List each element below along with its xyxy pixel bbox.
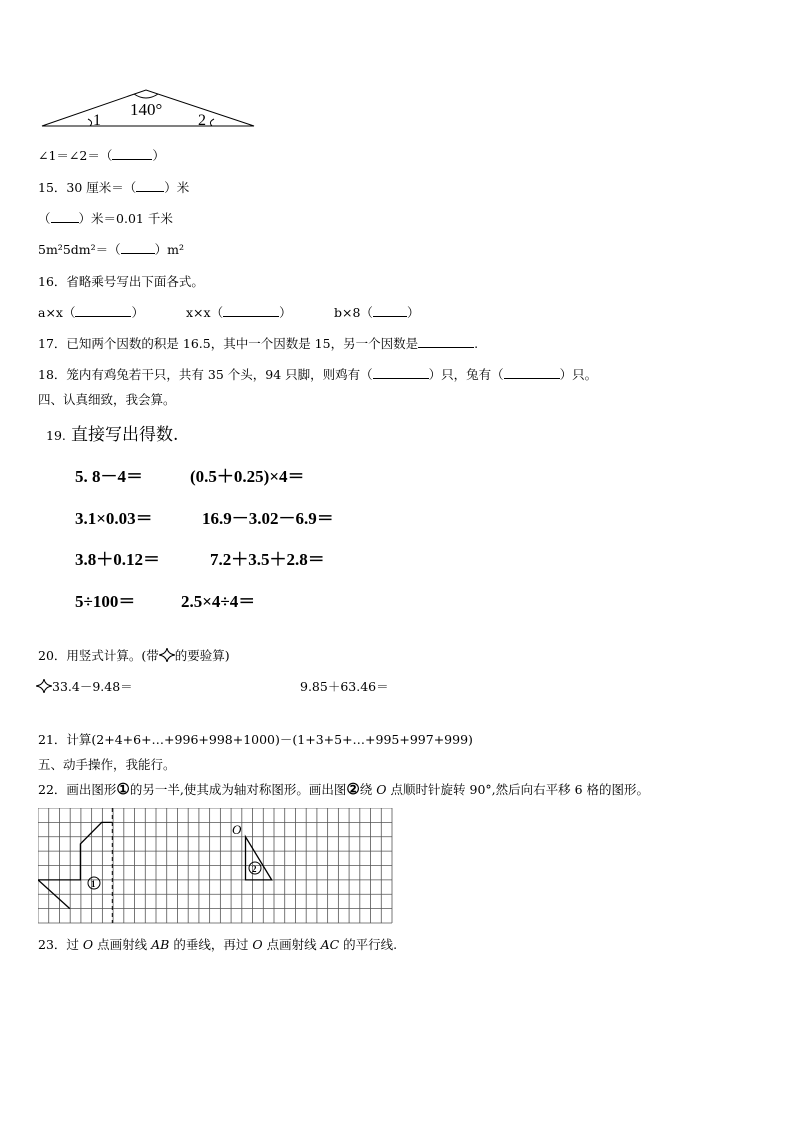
q19-expr: 16.9－3.02－6.9＝ — [202, 509, 334, 528]
q20-title: 20．用竖式计算。(带 的要验算) — [38, 648, 230, 663]
q15-line1: 15．30 厘米＝（ ）米 — [38, 180, 190, 195]
q17-line: 17．已知两个因数的积是 16.5，其中一个因数是 15，另一个因数是 . — [38, 336, 479, 351]
q19-expr: 7.2＋3.5＋2.8＝ — [210, 550, 325, 569]
q14-line: ∠1＝∠2＝（ ） — [38, 148, 165, 163]
star-icon — [36, 679, 52, 693]
answer-blank[interactable] — [373, 366, 429, 379]
star-icon — [159, 648, 175, 662]
q22-line: 22．画出图形①的另一半,使其成为轴对称图形。画出图②绕 O 点顺时针旋转 90°,然后向右平移 6 格的图形。 — [38, 780, 650, 798]
q19-expr: 2.5×4÷4＝ — [181, 592, 256, 611]
answer-blank[interactable] — [373, 304, 407, 317]
q19-expr: (0.5＋0.25)×4＝ — [190, 467, 305, 486]
answer-blank[interactable] — [121, 241, 155, 254]
section-5-heading: 五、动手操作，我能行。 — [38, 757, 176, 772]
q19-expr: 5. 8－4＝ — [75, 467, 143, 486]
answer-blank[interactable] — [75, 304, 131, 317]
point-o-label: O — [232, 822, 242, 837]
answer-blank[interactable] — [51, 210, 79, 223]
angle-1-label: 1 — [93, 112, 101, 129]
q20-item-2: 9.85＋63.46＝ — [300, 679, 389, 694]
q19-expr: 5÷100＝ — [75, 592, 136, 611]
angle-arc-1 — [88, 119, 92, 126]
shape-2-number: 2 — [252, 864, 257, 874]
answer-blank[interactable] — [504, 366, 560, 379]
q23-line: 23．过 O 点画射线 AB 的垂线，再过 O 点画射线 AC 的平行线. — [38, 937, 398, 952]
answer-blank[interactable] — [112, 147, 152, 160]
answer-blank[interactable] — [223, 304, 279, 317]
angle-arc-2 — [210, 119, 214, 126]
answer-blank[interactable] — [136, 179, 164, 192]
q19-expr: 3.8＋0.12＝ — [75, 550, 160, 569]
q18-line: 18．笼内有鸡兔若干只，共有 35 个头，94 只脚，则鸡有（ ）只，兔有（ ）只。 — [38, 367, 598, 382]
q16-title: 16．省略乘号写出下面各式。 — [38, 274, 204, 289]
q19-heading: 19. 直接写出得数. — [46, 425, 179, 445]
apex-angle-label: 140° — [130, 100, 163, 119]
q15-line2: （ ）米＝0.01 千米 — [38, 211, 173, 226]
triangle-figure — [38, 82, 260, 130]
q20-item-1: 33.4－9.48＝ — [36, 677, 133, 695]
angle-arc-apex — [134, 94, 158, 98]
q15-line3: 5m²5dm²＝（ ）m² — [38, 242, 185, 257]
q16-item-1: a×x（ ） — [38, 305, 144, 320]
angle-2-label: 2 — [198, 112, 206, 129]
q19-expr: 3.1×0.03＝ — [75, 509, 153, 528]
section-4-heading: 四、认真细致，我会算。 — [38, 392, 176, 407]
shape-1-number: 1 — [91, 879, 96, 889]
q16-item-3: b×8（ ） — [334, 305, 420, 320]
grid-figure — [38, 808, 394, 926]
q16-item-2: x×x（ ） — [186, 305, 292, 320]
shape-2 — [246, 837, 272, 880]
answer-blank[interactable] — [418, 335, 474, 348]
q21-line: 21．计算(2+4+6+…+996+998+1000)－(1+3+5+…+995+997+999) — [38, 732, 473, 747]
